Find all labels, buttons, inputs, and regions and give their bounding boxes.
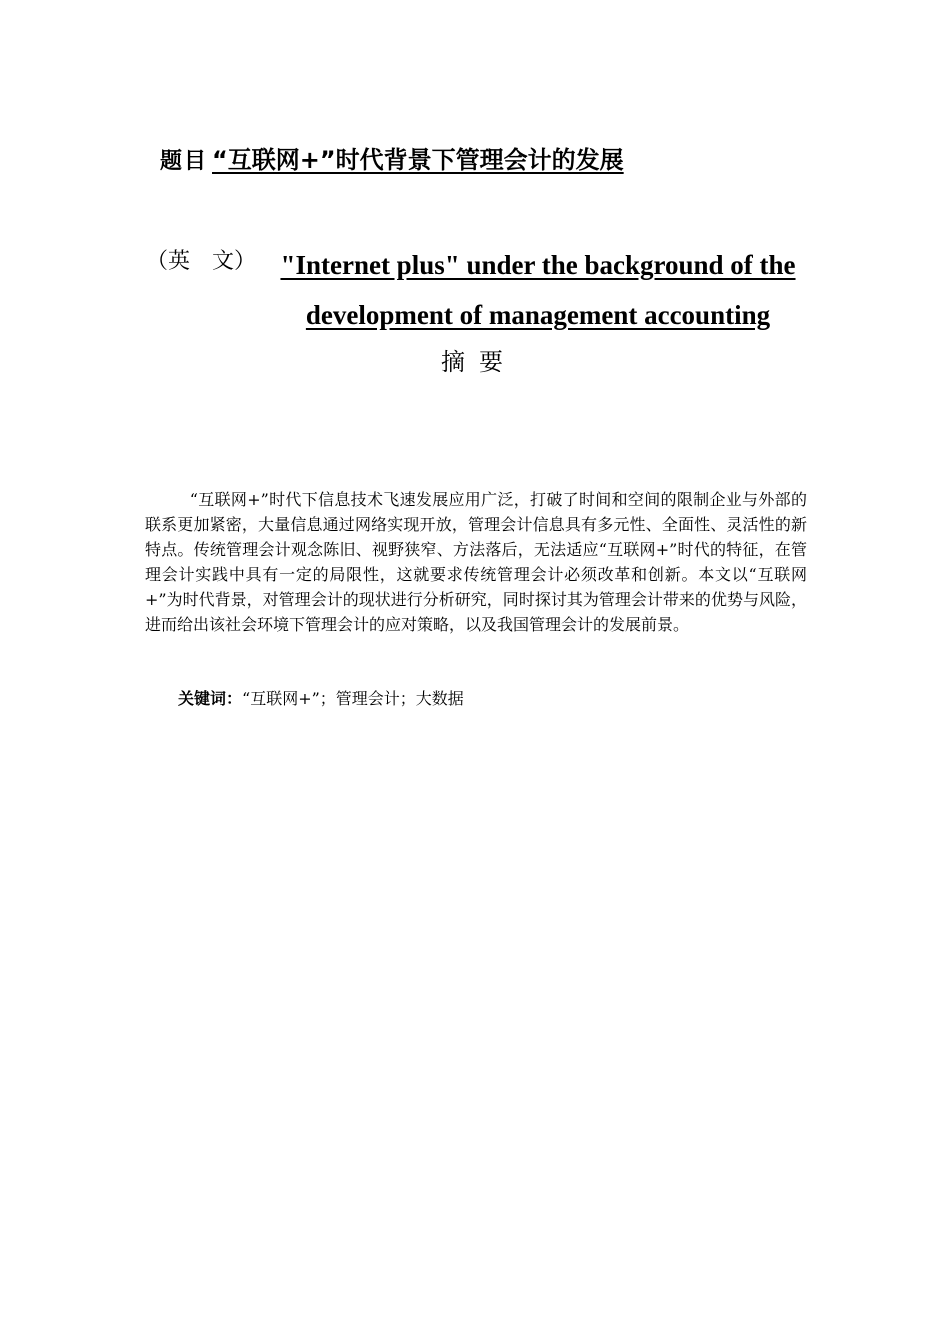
thesis-title-line (160, 140, 624, 175)
abstract-heading: 摘要 (441, 348, 517, 376)
english-title-label: （英 文） (146, 249, 257, 274)
thesis-title-english: "Internet plus" under the background of the development of management accounting (280, 250, 796, 330)
keywords-label: 关键词： (178, 689, 243, 708)
abstract-body: “互联网+”时代下信息技术飞速发展应用广泛，打破了时间和空间的限制企业与外部的联系更加紧密，大量信息通过网络实现开放，管理会计信息具有多元性、全面性、灵活性的新特点。传统管理会计观念陈旧、视野狭窄、方法落后，无法适应“互联网+”时代的特征，在管理会计实践中具有一定的局限性，这就要求传统管理会计必须改革和创新。本文以“互联网+”为时代背景，对管理会计的现状进行分析研究，同时探讨其为管理会计带来的优势与风险，进而给出该社会环境下管理会计的应对策略，以及我国管理会计的发展前景。 (145, 490, 807, 634)
keywords-value: “互联网+”；管理会计；大数据 (242, 689, 464, 708)
keywords-line (178, 686, 464, 709)
title-label: 题目 (160, 149, 209, 174)
thesis-title-chinese: “互联网+”时代背景下管理会计的发展 (212, 146, 624, 174)
